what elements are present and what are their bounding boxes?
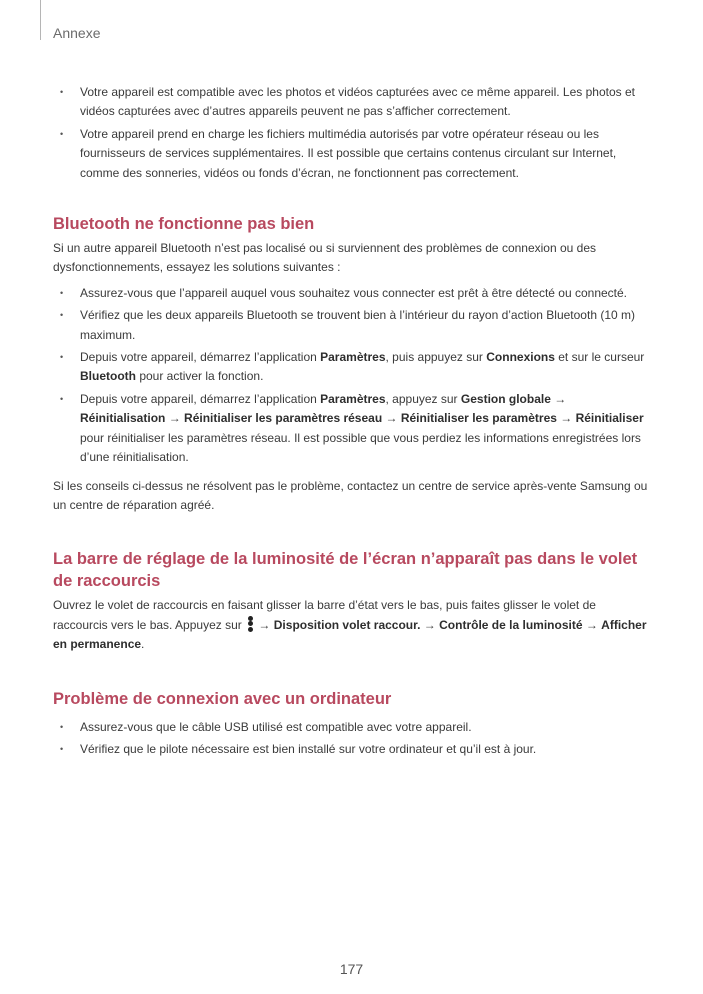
keyword-parametres: Paramètres: [320, 391, 386, 406]
keyword-afficher: Afficher en permanence: [53, 617, 647, 652]
list-item: • Assurez-vous que le câble USB utilisé est compatible avec votre appareil.: [53, 718, 651, 737]
computer-list: [53, 718, 651, 760]
keyword-parametres: Paramètres: [320, 350, 386, 365]
keyword-reinitialiser: Réinitialiser: [575, 411, 644, 426]
text: , appuyez sur: [385, 391, 461, 406]
brightness-text: [53, 596, 651, 654]
keyword-luminosite: Contrôle de la luminosité: [439, 617, 583, 632]
computer-heading: Problème de connexion avec un ordinateur: [53, 689, 392, 708]
arrow: →: [582, 617, 602, 632]
list-item: • Assurez-vous que l’appareil auquel vous souhaitez vous connecter est prêt à être détecté ou connecté.: [53, 284, 651, 303]
text: pour activer la fonction.: [136, 369, 264, 384]
arrow: →: [382, 411, 401, 426]
text: et sur le curseur: [554, 350, 645, 365]
page-number: 177: [339, 961, 364, 977]
keyword-bluetooth: Bluetooth: [80, 369, 136, 384]
bluetooth-intro: Si un autre appareil Bluetooth n’est pas localisé ou si surviennent des problèmes de connexion ou des dysfonctionnements, essayez les solutions suivantes :: [53, 241, 597, 275]
text: pour réinitialiser les paramètres réseau. Il est possible que vous perdiez les informations enregistrées lors d’une réinitialisation.: [80, 430, 641, 465]
keyword-reinit-reseau: Réinitialiser les paramètres réseau: [184, 411, 383, 426]
list-item: • Votre appareil prend en charge les fichiers multimédia autorisés par votre opérateur réseau ou les fournisseurs de services supplémentaires. Il est possible que certains contenus circulant sur Internet, comme des sonneries, vidéos ou fonds d’écran, ne fonctionnent pas correctement.: [53, 125, 651, 183]
arrow: →: [255, 617, 274, 632]
bluetooth-heading: Bluetooth ne fonctionne pas bien: [53, 215, 315, 234]
keyword-gestion-globale: Gestion globale: [460, 391, 551, 406]
page-content: [53, 83, 651, 762]
list-item: • Vérifiez que le pilote nécessaire est bien installé sur votre ordinateur et qu’il est à jour.: [53, 740, 651, 759]
text: Ouvrez le volet de raccourcis en faisant glisser la barre d’état vers le bas, puis faites glisser le volet de raccourcis vers le bas. Appuyez sur: [53, 598, 596, 632]
keyword-disposition: Disposition volet raccour.: [273, 617, 421, 632]
arrow: →: [556, 411, 576, 426]
intro-list: [53, 83, 651, 183]
list-item: [53, 348, 651, 387]
arrow: →: [420, 617, 440, 632]
brightness-heading: La barre de réglage de la luminosité de l’écran n’apparaît pas dans le volet de raccourcis: [53, 550, 638, 591]
more-options-icon: [247, 616, 253, 632]
bluetooth-list: [53, 284, 651, 468]
keyword-reinit-parametres: Réinitialiser les paramètres: [400, 411, 557, 426]
section-title: Annexe: [53, 25, 101, 41]
text: .: [141, 637, 145, 652]
text: Depuis votre appareil, démarrez l’application: [80, 391, 321, 406]
arrow: →: [165, 411, 185, 426]
list-item: • Vérifiez que les deux appareils Bluetooth se trouvent bien à l’intérieur du rayon d’action Bluetooth (10 m) maximum.: [53, 306, 651, 345]
bluetooth-outro: Si les conseils ci-dessus ne résolvent pas le problème, contactez un centre de service après-vente Samsung ou un centre de réparation agréé.: [53, 478, 648, 512]
keyword-connexions: Connexions: [486, 350, 555, 365]
arrow: →: [550, 391, 567, 406]
text: , puis appuyez sur: [385, 350, 487, 365]
text: Depuis votre appareil, démarrez l’application: [80, 350, 321, 365]
list-item: [53, 390, 651, 468]
keyword-reinitialisation: Réinitialisation: [80, 411, 166, 426]
header-divider: [40, 0, 41, 40]
list-item: • Votre appareil est compatible avec les photos et vidéos capturées avec ce même appareil. Les photos et vidéos capturées avec d’autres appareils peuvent ne pas s’afficher correctement.: [53, 83, 651, 122]
